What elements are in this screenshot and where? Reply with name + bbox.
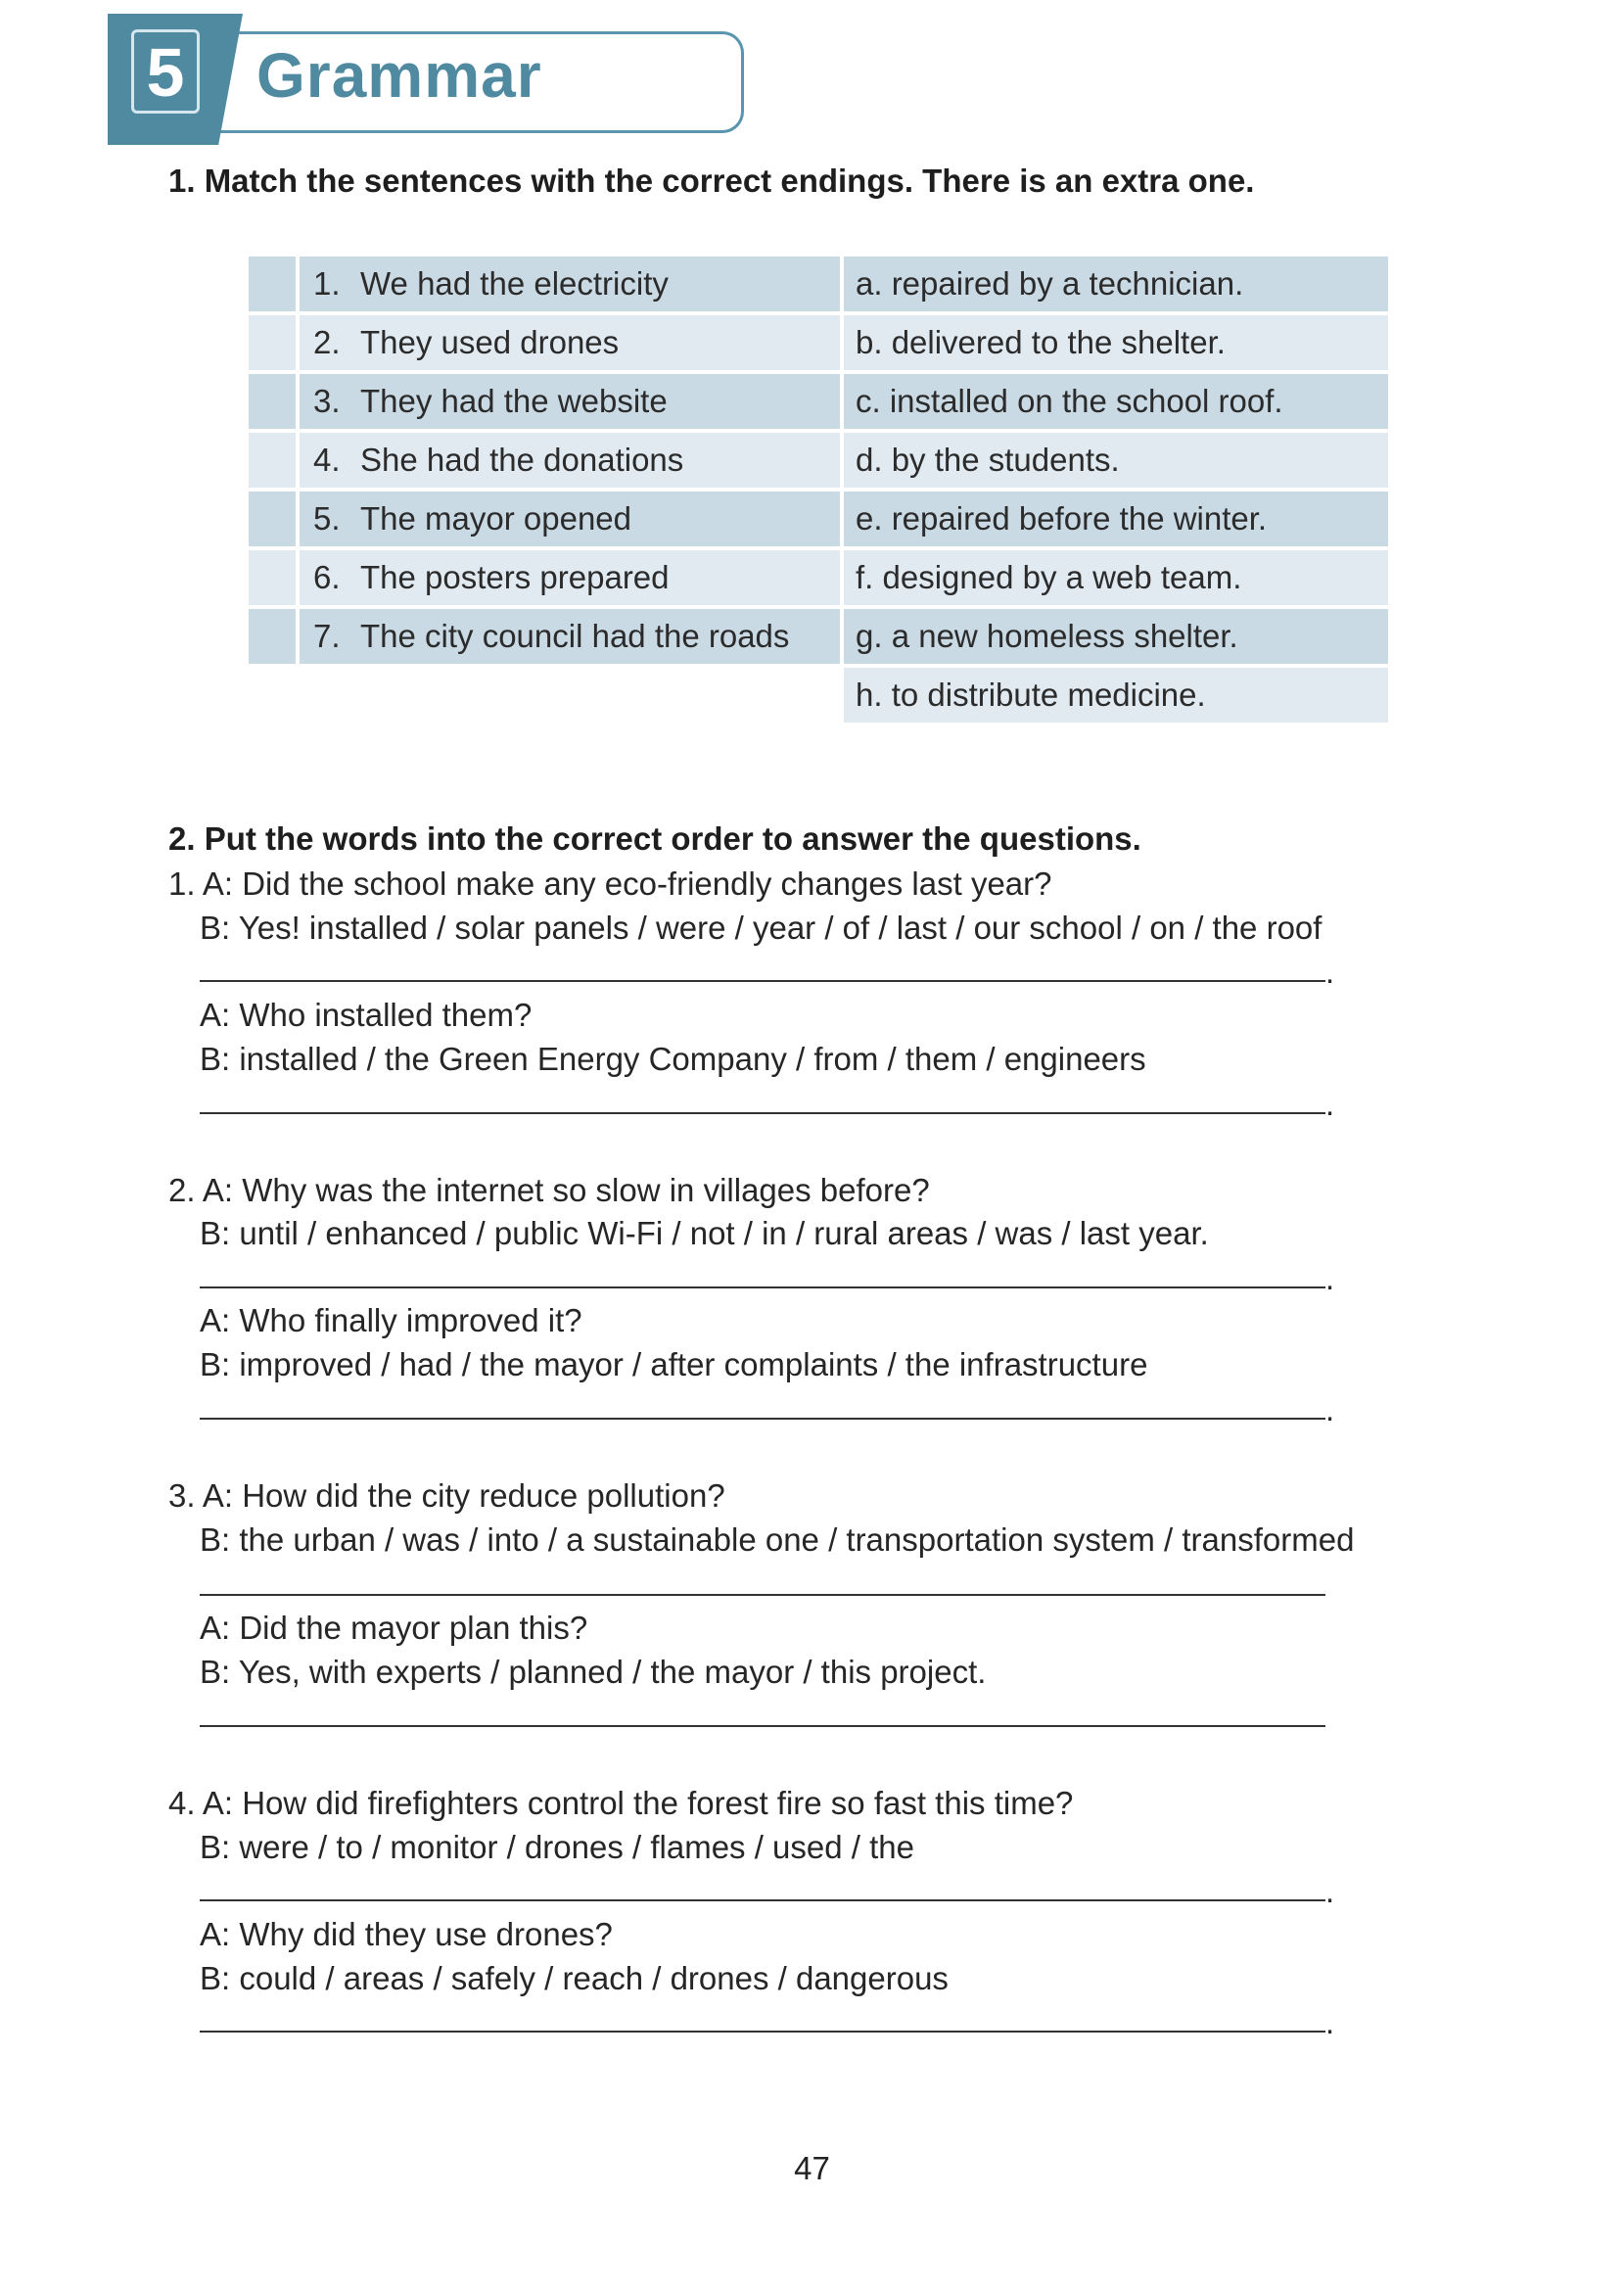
answer-line[interactable] <box>200 1725 1325 1727</box>
start-cell: 4. She had the donations <box>300 433 840 488</box>
period-mark: . <box>1325 1873 1335 1909</box>
answer-line[interactable] <box>200 1899 1325 1901</box>
period-mark: . <box>1325 1086 1335 1122</box>
unit-number: 5 <box>131 29 200 114</box>
start-cell: 7. The city council had the roads <box>300 609 840 664</box>
answer-line[interactable] <box>200 1286 1325 1288</box>
start-cell: 6. The posters prepared <box>300 550 840 605</box>
answer-line[interactable] <box>200 2031 1325 2033</box>
start-cell: 5. The mayor opened <box>300 491 840 546</box>
word-prompt: B: Yes! installed / solar panels / were / year / of / last / our school / on / the roof <box>200 910 1322 946</box>
table-row <box>249 433 1388 488</box>
period-mark: . <box>1325 1391 1335 1427</box>
answer-line[interactable] <box>200 1418 1325 1420</box>
answer-line[interactable] <box>200 1594 1325 1596</box>
answer-line[interactable] <box>200 980 1325 982</box>
table-row <box>249 257 1388 311</box>
word-prompt: B: could / areas / safely / reach / drones / dangerous <box>200 1960 949 1996</box>
ending-cell: c. installed on the school roof. <box>844 374 1388 429</box>
word-prompt: B: improved / had / the mayor / after complaints / the infrastructure <box>200 1346 1148 1382</box>
period-mark: . <box>1325 2004 1335 2040</box>
question-line: 3. A: How did the city reduce pollution? <box>168 1477 725 1514</box>
start-cell: 2. They used drones <box>300 315 840 370</box>
question-line: A: Why did they use drones? <box>200 1916 613 1952</box>
question-line: 2. A: Why was the internet so slow in villages before? <box>168 1172 930 1208</box>
period-mark: . <box>1325 1260 1335 1296</box>
section-title: Grammar <box>256 40 542 111</box>
word-prompt: B: installed / the Green Energy Company / from / them / engineers <box>200 1041 1146 1077</box>
table-row <box>249 315 1388 370</box>
exercise1-instruction: 1. Match the sentences with the correct endings. There is an extra one. <box>168 163 1255 199</box>
ending-cell: b. delivered to the shelter. <box>844 315 1388 370</box>
question-line: A: Who installed them? <box>200 997 533 1033</box>
page-number: 47 <box>794 2150 830 2186</box>
table-row <box>249 550 1388 605</box>
question-line: A: Did the mayor plan this? <box>200 1610 588 1646</box>
answer-line[interactable] <box>200 1112 1325 1114</box>
ending-cell: f. designed by a web team. <box>844 550 1388 605</box>
word-prompt: B: the urban / was / into / a sustainable one / transportation system / transformed <box>200 1521 1355 1558</box>
start-cell: 3. They had the website <box>300 374 840 429</box>
table-row <box>249 609 1388 664</box>
ending-cell: h. to distribute medicine. <box>844 668 1388 723</box>
exercise2-instruction: 2. Put the words into the correct order to answer the questions. <box>168 820 1141 857</box>
question-line: 4. A: How did firefighters control the forest fire so fast this time? <box>168 1785 1074 1821</box>
table-row <box>249 491 1388 546</box>
question-line: A: Who finally improved it? <box>200 1302 582 1338</box>
word-prompt: B: Yes, with experts / planned / the mayor / this project. <box>200 1654 987 1690</box>
word-prompt: B: were / to / monitor / drones / flames / used / the <box>200 1829 914 1865</box>
period-mark: . <box>1325 954 1335 990</box>
table-row <box>249 668 1388 723</box>
question-line: 1. A: Did the school make any eco-friendly changes last year? <box>168 865 1052 902</box>
ending-cell: g. a new homeless shelter. <box>844 609 1388 664</box>
ending-cell: e. repaired before the winter. <box>844 491 1388 546</box>
ending-cell: d. by the students. <box>844 433 1388 488</box>
word-prompt: B: until / enhanced / public Wi-Fi / not / in / rural areas / was / last year. <box>200 1215 1209 1251</box>
ending-cell: a. repaired by a technician. <box>844 257 1388 311</box>
start-cell: 1. We had the electricity <box>300 257 840 311</box>
table-row <box>249 374 1388 429</box>
